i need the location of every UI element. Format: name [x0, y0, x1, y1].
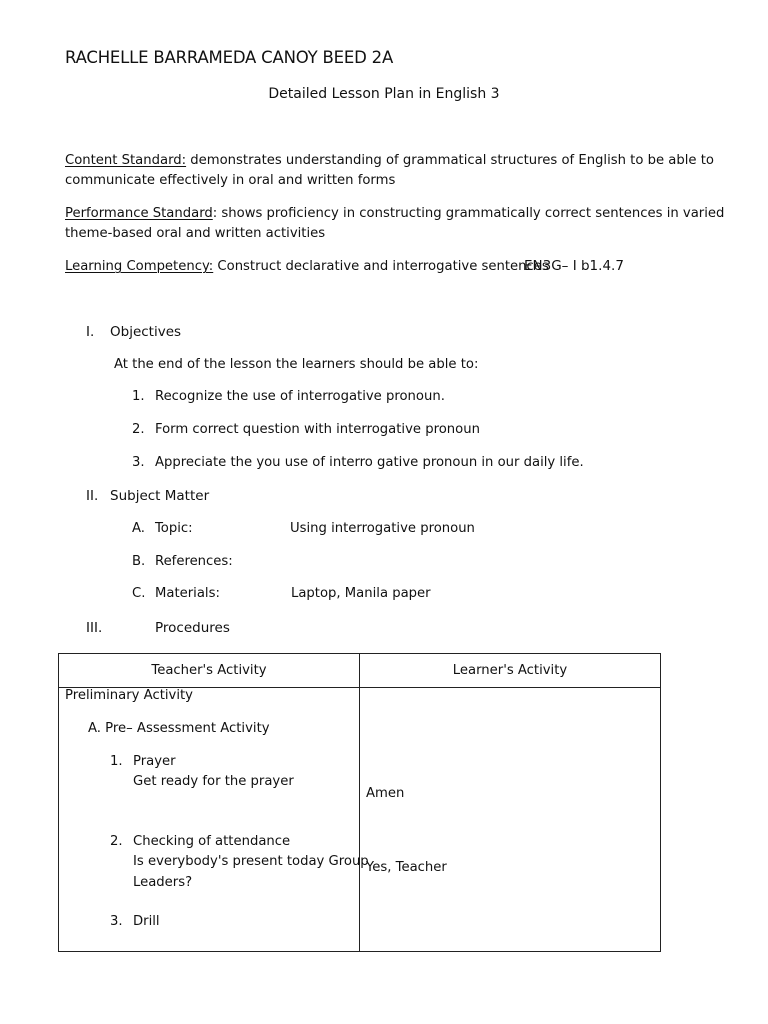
subject-label: References:	[155, 554, 233, 569]
step-title: Prayer	[133, 754, 176, 769]
subject-matter-heading: Subject Matter	[110, 488, 210, 504]
step-num: 1.	[110, 754, 123, 769]
learning-competency	[65, 257, 725, 277]
procedures-numeral: III.	[86, 620, 103, 636]
objectives-numeral: I.	[86, 324, 95, 340]
table-header-row	[59, 654, 661, 688]
step-title: Checking of attendance	[133, 834, 291, 849]
procedures-heading: Procedures	[155, 620, 230, 636]
step-num: 2.	[110, 834, 123, 849]
teacher-activity-cell	[59, 688, 369, 952]
learner-response: Yes, Teacher	[366, 860, 447, 875]
pre-assessment-heading: A. Pre– Assessment Activity	[88, 721, 270, 736]
objective-num: 1.	[132, 389, 145, 404]
subject-value: Using interrogative pronoun	[290, 521, 475, 536]
content-standard-label: Content Standard:	[65, 153, 187, 168]
teacher-activity-header: Teacher's Activity	[59, 654, 360, 688]
table-row	[59, 688, 661, 952]
step-num: 3.	[110, 914, 123, 929]
objective-text: Form correct question with interrogative pronoun	[155, 422, 480, 437]
author-line: RACHELLE BARRAMEDA CANOY BEED 2A	[65, 48, 394, 67]
objective-text: Recognize the use of interrogative pronoun.	[155, 389, 445, 404]
step-detail: Is everybody's present today Group	[133, 854, 369, 869]
subject-label: Topic:	[155, 521, 193, 536]
content-standard	[65, 151, 725, 191]
step-detail-continued: Leaders?	[133, 875, 193, 890]
subject-value: Laptop, Manila paper	[291, 586, 431, 601]
objective-num: 3.	[132, 455, 145, 470]
subject-label: Materials:	[155, 586, 220, 601]
performance-standard-label: Performance Standard	[65, 206, 213, 221]
content-standard-text: demonstrates understanding of grammatical structures of English to be able to communicate effectively in oral and written forms	[65, 153, 714, 188]
subject-letter: C.	[132, 586, 146, 601]
learner-activity-cell	[360, 688, 661, 952]
procedures-table	[58, 653, 661, 952]
objectives-intro: At the end of the lesson the learners should be able to:	[114, 357, 479, 372]
subject-matter-numeral: II.	[86, 488, 99, 504]
document-title: Detailed Lesson Plan in English 3	[268, 86, 500, 102]
learning-competency-text: Construct declarative and interrogative sentences	[213, 259, 549, 274]
performance-standard-text: : shows proficiency in constructing grammatically correct sentences in varied theme-based oral and written activities	[65, 206, 725, 241]
competency-code: EN3G– I b1.4.7	[524, 258, 624, 274]
performance-standard	[65, 204, 725, 244]
step-detail: Get ready for the prayer	[133, 774, 294, 789]
objectives-heading: Objectives	[110, 324, 182, 340]
subject-letter: A.	[132, 521, 145, 536]
subject-letter: B.	[132, 554, 146, 569]
step-title: Drill	[133, 914, 160, 929]
learning-competency-label: Learning Competency:	[65, 259, 214, 274]
preliminary-activity-heading: Preliminary Activity	[65, 688, 193, 703]
objective-text: Appreciate the you use of interro gative pronoun in our daily life.	[155, 455, 584, 470]
learner-response: Amen	[366, 786, 405, 801]
objective-num: 2.	[132, 422, 145, 437]
learner-activity-header: Learner's Activity	[360, 654, 661, 688]
